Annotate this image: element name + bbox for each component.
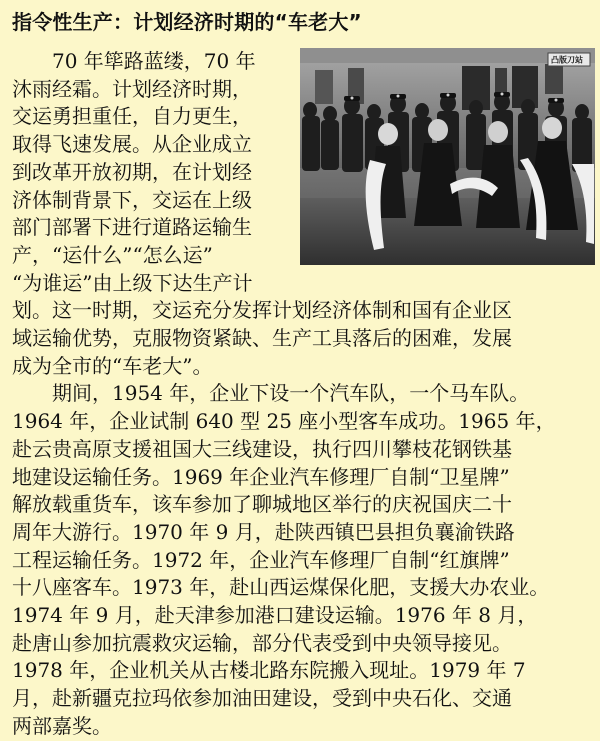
body-line: 地建设运输任务。1969 年企业汽车修理厂自制“卫星牌” xyxy=(12,465,510,489)
body-line: 期间，1954 年，企业下设一个汽车队，一个马车队。 xyxy=(12,381,530,405)
body-line: 70 年筚路蓝缕，70 年 xyxy=(12,49,256,73)
historical-photo-illustration xyxy=(300,48,595,265)
body-line: 周年大游行。1970 年 9 月，赴陕西镇巴县担负襄渝铁路 xyxy=(12,520,515,544)
body-line: “为谁运”由上级下达生产计 xyxy=(12,271,253,295)
body-line: 1978 年，企业机关从古楼北路东院搬入现址。1979 年 7 xyxy=(12,658,526,682)
body-line: 1974 年 9 月，赴天津参加港口建设运输。1976 年 8 月， xyxy=(12,603,538,627)
body-line: 1964 年，企业试制 640 型 25 座小型客车成功。1965 年， xyxy=(12,409,556,433)
body-line: 域运输优势，克服物资紧缺、生产工具落后的困难，发展 xyxy=(12,326,512,350)
body-line: 十八座客车。1973 年，赴山西运煤保化肥，支援大办农业。 xyxy=(12,575,550,599)
body-line: 济体制背景下，交运在上级 xyxy=(12,188,252,212)
body-line: 工程运输任务。1972 年，企业汽车修理厂自制“红旗牌” xyxy=(12,548,510,572)
body-line: 两部嘉奖。 xyxy=(12,714,112,738)
body-line: 成为全市的“车老大”。 xyxy=(12,354,213,378)
body-line: 月，赴新疆克拉玛依参加油田建设，受到中央石化、交通 xyxy=(12,686,512,710)
body-line: 划。这一时期，交运充分发挥计划经济体制和国有企业区 xyxy=(12,298,512,322)
body-line: 赴云贵高原支援祖国大三线建设，执行四川攀枝花钢铁基 xyxy=(12,437,512,461)
article-title: 指令性生产：计划经济时期的“车老大” xyxy=(12,10,362,34)
body-line: 沐雨经霜。计划经济时期， xyxy=(12,77,252,101)
historical-photo xyxy=(300,48,595,265)
body-line: 解放载重货车，该车参加了聊城地区举行的庆祝国庆二十 xyxy=(12,492,512,516)
body-line: 赴唐山参加抗震救灾运输，部分代表受到中央领导接见。 xyxy=(12,631,512,655)
body-line: 取得飞速发展。从企业成立 xyxy=(12,132,252,156)
shop-sign-text: 凸版刀站 xyxy=(551,55,583,65)
body-line: 部门部署下进行道路运输生 xyxy=(12,215,252,239)
body-line: 到改革开放初期，在计划经 xyxy=(12,160,252,184)
body-line: 交运勇担重任，自力更生， xyxy=(12,104,252,128)
body-line: 产，“运什么”“怎么运” xyxy=(12,243,213,267)
